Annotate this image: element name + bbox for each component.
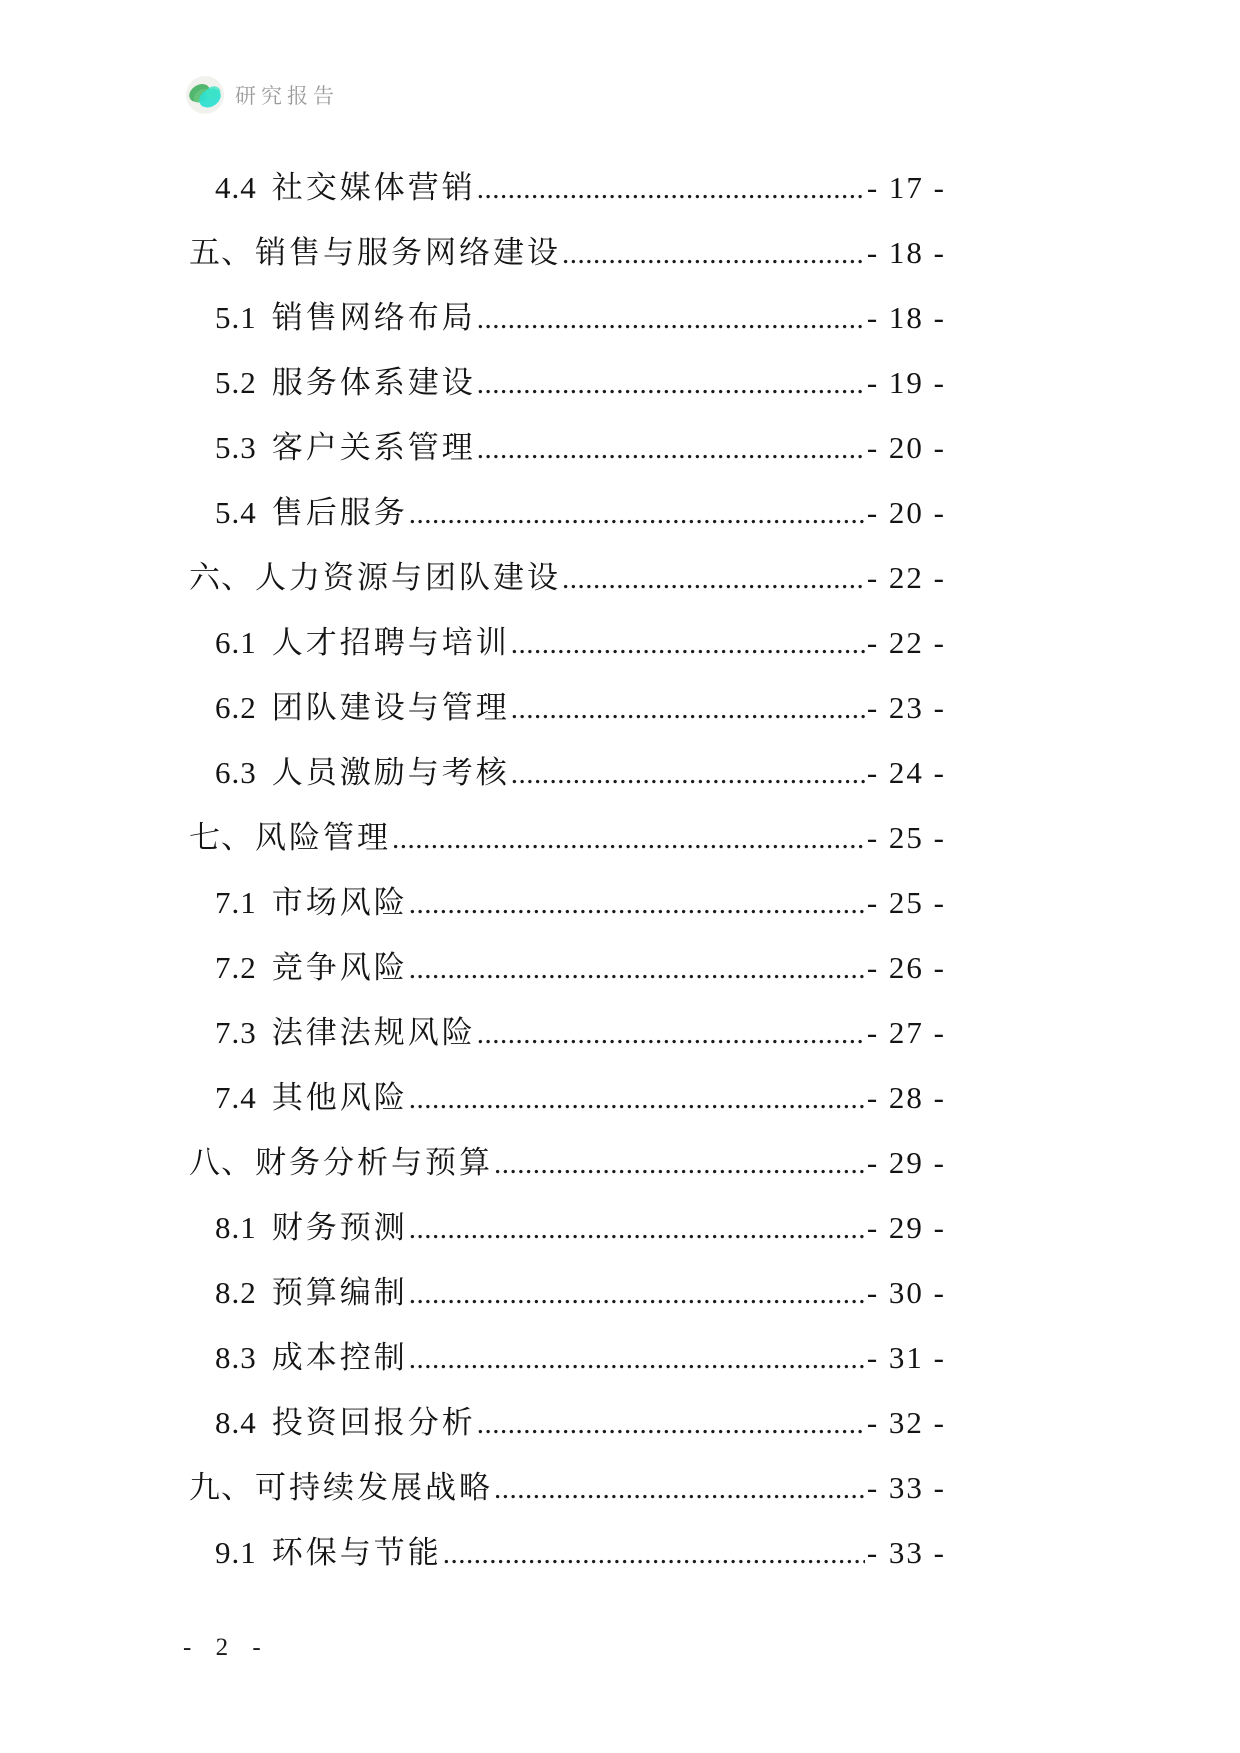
toc-entry[interactable]	[189, 480, 946, 545]
page-footer	[183, 1634, 270, 1662]
toc-leader-dots	[562, 547, 865, 612]
toc-entry[interactable]	[189, 870, 946, 935]
toc-entry-number: 5.1	[215, 300, 257, 335]
toc-entry[interactable]	[189, 155, 946, 220]
toc-leader-dots	[409, 1067, 865, 1132]
toc-entry-page: - 27 -	[866, 1015, 946, 1050]
toc-entry[interactable]	[189, 740, 946, 805]
toc-entry-number: 6.1	[215, 625, 257, 660]
toc-entry-title: 其他风险	[271, 1080, 408, 1115]
toc-entry[interactable]	[189, 1195, 946, 1260]
toc-entry[interactable]	[189, 1325, 946, 1390]
toc-leader-dots	[477, 1002, 865, 1067]
toc-entry-page: - 32 -	[866, 1405, 946, 1440]
toc-leader-dots	[511, 612, 865, 677]
toc-entry-page: - 23 -	[866, 690, 946, 725]
toc-entry-page: - 29 -	[866, 1145, 946, 1180]
toc-entry-page: - 26 -	[866, 950, 946, 985]
toc-entry[interactable]	[189, 805, 946, 870]
toc-entry-page: - 18 -	[866, 300, 946, 335]
toc-leader-dots	[494, 1132, 865, 1197]
toc-entry-number: 六、	[189, 560, 253, 595]
toc-entry-title: 市场风险	[271, 885, 408, 920]
toc-entry-number: 7.2	[215, 950, 257, 985]
toc-leader-dots	[477, 417, 865, 482]
toc-leader-dots	[511, 742, 865, 807]
toc-entry-number: 五、	[189, 235, 253, 270]
toc-entry-number: 6.2	[215, 690, 257, 725]
toc-entry-page: - 33 -	[866, 1470, 946, 1505]
toc-entry-title: 人员激励与考核	[271, 755, 510, 790]
toc-entry-page: - 19 -	[866, 365, 946, 400]
toc-entry-title: 团队建设与管理	[271, 690, 510, 725]
toc-leader-dots	[494, 1457, 865, 1522]
toc-leader-dots	[511, 677, 865, 742]
toc-entry-page: - 20 -	[866, 495, 946, 530]
toc-entry[interactable]	[189, 935, 946, 1000]
toc-entry-title: 成本控制	[271, 1340, 408, 1375]
toc-entry-title: 投资回报分析	[271, 1405, 476, 1440]
toc-entry-page: - 24 -	[866, 755, 946, 790]
toc-entry[interactable]	[189, 350, 946, 415]
toc-entry[interactable]	[189, 285, 946, 350]
toc-entry-page: - 30 -	[866, 1275, 946, 1310]
toc-entry-page: - 31 -	[866, 1340, 946, 1375]
toc-entry[interactable]	[189, 1390, 946, 1455]
toc-entry-number: 8.2	[215, 1275, 257, 1310]
toc-entry-number: 7.4	[215, 1080, 257, 1115]
toc-leader-dots	[409, 1197, 865, 1262]
toc-entry-page: - 28 -	[866, 1080, 946, 1115]
toc-entry-number: 5.2	[215, 365, 257, 400]
toc-leader-dots	[409, 1327, 865, 1392]
toc-entry[interactable]	[189, 1000, 946, 1065]
toc-entry-number: 9.1	[215, 1535, 257, 1570]
toc-entry-number: 6.3	[215, 755, 257, 790]
toc-entry-number: 八、	[189, 1145, 253, 1180]
toc-entry-number: 7.3	[215, 1015, 257, 1050]
toc-leader-dots	[409, 482, 865, 547]
toc-leader-dots	[477, 157, 865, 222]
toc-entry[interactable]	[189, 1260, 946, 1325]
toc-leader-dots	[409, 1262, 865, 1327]
toc-entry-page: - 33 -	[866, 1535, 946, 1570]
toc-entry-number: 5.3	[215, 430, 257, 465]
toc-entry-page: - 22 -	[866, 560, 946, 595]
brand-logo-icon	[186, 76, 224, 114]
toc-entry-number: 九、	[189, 1470, 253, 1505]
toc-entry-title: 预算编制	[271, 1275, 408, 1310]
toc-entry-title: 财务预测	[271, 1210, 408, 1245]
toc-entry-page: - 20 -	[866, 430, 946, 465]
table-of-contents	[189, 155, 946, 1585]
toc-entry-title: 环保与节能	[271, 1535, 442, 1570]
toc-entry-title: 售后服务	[271, 495, 408, 530]
toc-entry[interactable]	[189, 610, 946, 675]
toc-entry-page: - 17 -	[866, 170, 946, 205]
toc-leader-dots	[477, 1392, 865, 1457]
page-number: - 2 -	[183, 1634, 270, 1661]
toc-entry-title: 服务体系建设	[271, 365, 476, 400]
toc-entry-page: - 18 -	[866, 235, 946, 270]
toc-entry[interactable]	[189, 1455, 946, 1520]
toc-leader-dots	[392, 807, 865, 872]
toc-entry-title: 法律法规风险	[271, 1015, 476, 1050]
toc-leader-dots	[477, 287, 865, 352]
toc-leader-dots	[443, 1522, 865, 1587]
toc-entry-title: 可持续发展战略	[255, 1470, 493, 1505]
toc-entry[interactable]	[189, 415, 946, 480]
toc-entry-title: 人才招聘与培训	[271, 625, 510, 660]
toc-entry-page: - 29 -	[866, 1210, 946, 1245]
toc-entry-title: 竞争风险	[271, 950, 408, 985]
toc-entry-number: 5.4	[215, 495, 257, 530]
toc-entry[interactable]	[189, 1065, 946, 1130]
toc-leader-dots	[562, 222, 865, 287]
toc-entry[interactable]	[189, 545, 946, 610]
toc-entry-number: 8.3	[215, 1340, 257, 1375]
toc-entry-page: - 25 -	[866, 820, 946, 855]
toc-leader-dots	[477, 352, 865, 417]
toc-entry-title: 人力资源与团队建设	[255, 560, 561, 595]
toc-entry-title: 社交媒体营销	[271, 170, 476, 205]
toc-entry-number: 七、	[189, 820, 253, 855]
toc-entry-number: 8.1	[215, 1210, 257, 1245]
toc-entry-title: 风险管理	[255, 820, 391, 855]
report-header	[186, 76, 339, 114]
toc-entry[interactable]	[189, 675, 946, 740]
toc-entry-title: 销售网络布局	[271, 300, 476, 335]
toc-entry-number: 8.4	[215, 1405, 257, 1440]
toc-entry[interactable]	[189, 1520, 946, 1585]
toc-entry[interactable]	[189, 220, 946, 285]
toc-entry-page: - 25 -	[866, 885, 946, 920]
toc-leader-dots	[409, 937, 865, 1002]
toc-entry-title: 客户关系管理	[271, 430, 476, 465]
toc-entry-title: 财务分析与预算	[255, 1145, 493, 1180]
toc-entry-title: 销售与服务网络建设	[255, 235, 561, 270]
toc-entry-number: 7.1	[215, 885, 257, 920]
toc-entry[interactable]	[189, 1130, 946, 1195]
brand-label: 研究报告	[235, 84, 339, 108]
toc-entry-page: - 22 -	[866, 625, 946, 660]
toc-entry-number: 4.4	[215, 170, 257, 205]
toc-leader-dots	[409, 872, 865, 937]
